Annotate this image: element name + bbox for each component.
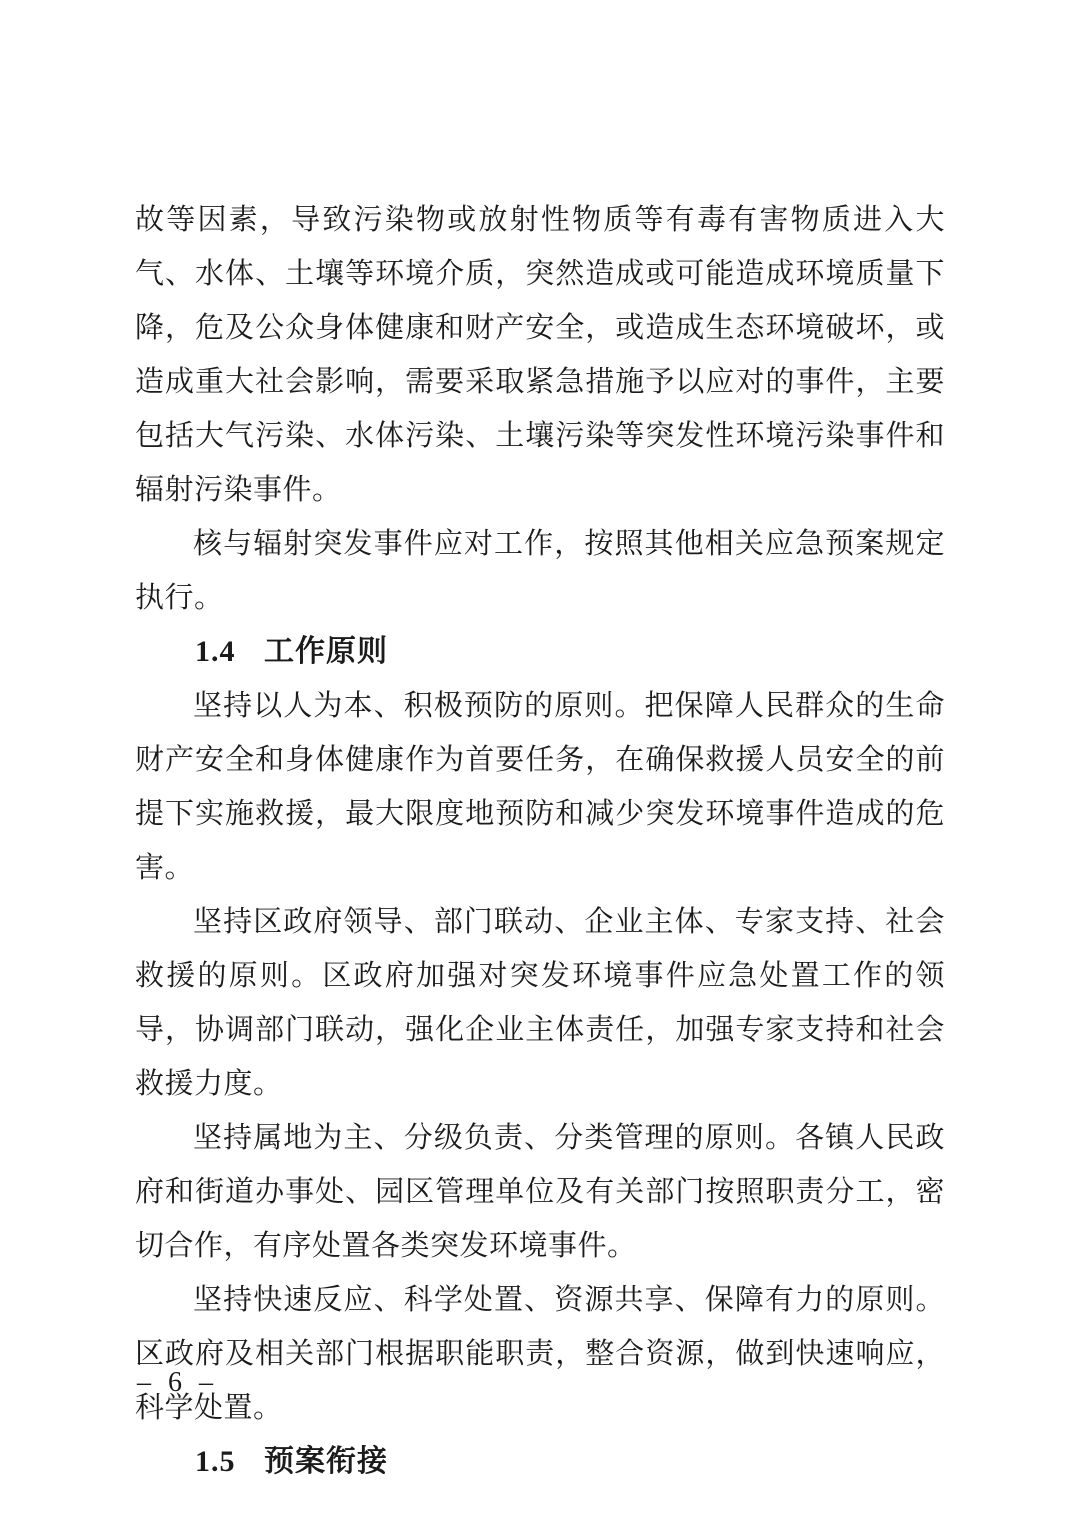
heading-title: 工作原则 (264, 635, 388, 668)
paragraph: 核与辐射突发事件应对工作，按照其他相关应急预案规定执行。 (135, 528, 945, 614)
section-heading-1-5 (135, 1435, 945, 1489)
paragraph: 坚持快速反应、科学处置、资源共享、保障有力的原则。区政府及相关部门根据职能职责，整合资源，做到快速响应，科学处置。 (135, 1284, 945, 1424)
heading-title: 预案衔接 (264, 1445, 388, 1478)
section-heading-1-4 (135, 625, 945, 679)
paragraph: 坚持属地为主、分级负责、分类管理的原则。各镇人民政府和街道办事处、园区管理单位及有关部门按照职责分工，密切合作，有序处置各类突发环境事件。 (135, 1122, 945, 1262)
paragraph: 坚持区政府领导、部门联动、企业主体、专家支持、社会救援的原则。区政府加强对突发环境事件应急处置工作的领导，协调部门联动，强化企业主体责任，加强专家支持和社会救援力度。 (135, 906, 945, 1100)
page-number: – 6 – (137, 1367, 218, 1398)
paragraph: 坚持以人为本、积极预防的原则。把保障人民群众的生命财产安全和身体健康作为首要任务，在确保救援人员安全的前提下实施救援，最大限度地预防和减少突发环境事件造成的危害。 (135, 690, 945, 884)
heading-number: 1.5 (195, 1445, 236, 1478)
heading-number: 1.4 (195, 635, 236, 668)
paragraph: 故等因素，导致污染物或放射性物质等有毒有害物质进入大气、水体、土壤等环境介质，突然造成或可能造成环境质量下降，危及公众身体健康和财产安全，或造成生态环境破坏，或造成重大社会影响，需要采取紧急措施予以应对的事件，主要包括大气污染、水体污染、土壤污染等突发性环境污染事件和辐射污染事件。 (135, 204, 945, 506)
document-body (135, 0, 945, 1489)
